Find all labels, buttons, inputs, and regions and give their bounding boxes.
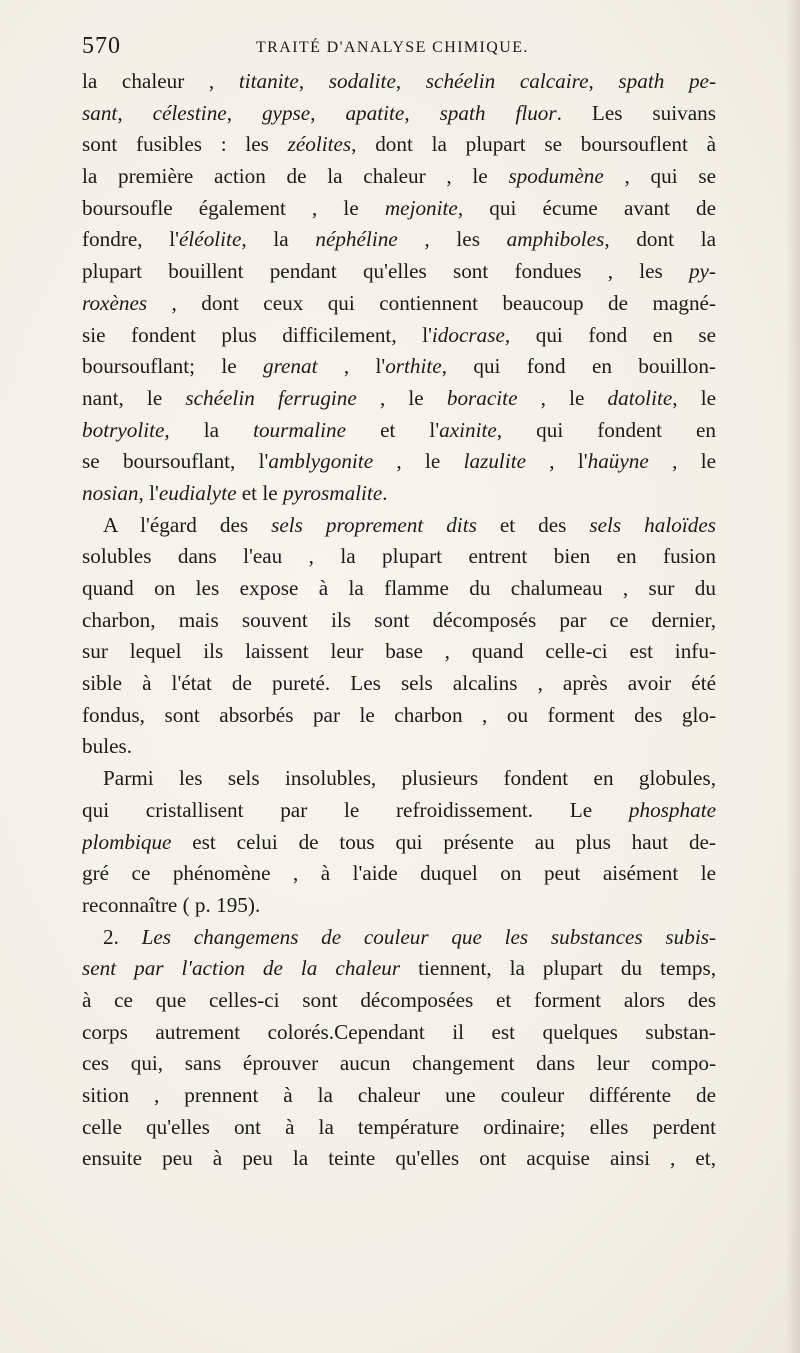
text-line: celle qu'elles ont à la température ordinaire; elles perdent [82,1114,716,1139]
text-line: sur lequel ils laissent leur base , quand celle-ci est infu- [82,639,716,664]
page-number: 570 [82,33,121,59]
text-line: boursoufle également , le mejonite, qui écume avant de [82,195,716,220]
text-line: ensuite peu à peu la teinte qu'elles ont acquise ainsi , et, [82,1146,716,1171]
text-line: sont fusibles : les zéolites, dont la plupart se boursouflent à [82,132,716,157]
text-line: à ce que celles-ci sont décomposées et forment alors des [82,987,716,1012]
text-line: 2. Les changemens de couleur que les substances subis- [103,924,716,949]
text-line: nosian, l'eudialyte et le pyrosmalite. [82,480,388,505]
text-line: boursouflant; le grenat , l'orthite, qui fond en bouillon- [82,354,716,379]
text-line: sie fondent plus difficilement, l'idocrase, qui fond en se [82,322,716,347]
body-text [82,66,716,1175]
text-line: roxènes , dont ceux qui contiennent beaucoup de magné- [82,290,716,315]
text-line: sible à l'état de pureté. Les sels alcalins , après avoir été [82,671,716,696]
text-line: charbon, mais souvent ils sont décomposés par ce dernier, [82,607,716,632]
text-line: botryolite, la tourmaline et l'axinite, qui fondent en [82,417,716,442]
text-line: plupart bouillent pendant qu'elles sont fondues , les py- [82,259,716,284]
text-line: gré ce phénomène , à l'aide duquel on peut aisément le [82,861,716,886]
text-line: nant, le schéelin ferrugine , le boracite , le datolite, le [82,385,716,410]
text-line: qui cristallisent par le refroidissement. Le phosphate [82,797,716,822]
text-line: ces qui, sans éprouver aucun changement dans leur compo- [82,1051,716,1076]
text-line: A l'égard des sels proprement dits et des sels haloïdes [103,512,716,537]
page-edge-shadow [786,0,800,1353]
text-line: sition , prennent à la chaleur une couleur différente de [82,1083,716,1107]
text-line: la première action de la chaleur , le spodumène , qui se [82,164,716,189]
text-line: fondus, sont absorbés par le charbon , ou forment des glo- [82,702,716,727]
text-line: la chaleur , titanite, sodalite, schéelin calcaire, spath pe- [82,69,716,93]
text-line: sent par l'action de la chaleur tiennent, la plupart du temps, [82,956,716,981]
text-line: quand on les expose à la flamme du chalumeau , sur du [82,576,716,600]
text-line: reconnaître ( p. 195). [82,892,261,917]
text-line: corps autrement colorés.Cependant il est quelques substan- [82,1019,716,1044]
text-line: fondre, l'éléolite, la néphéline , les amphiboles, dont la [82,227,716,252]
text-line: plombique est celui de tous qui présente au plus haut de- [82,829,716,854]
page-header [82,33,722,69]
text-line: solubles dans l'eau , la plupart entrent bien en fusion [82,544,716,569]
text-line: sant, célestine, gypse, apatite, spath fluor. Les suivans [82,100,716,125]
running-head: TRAITÉ D'ANALYSE CHIMIQUE. [256,39,529,56]
text-line: Parmi les sels insolubles, plusieurs fondent en globules, [103,766,716,791]
text-line: se boursouflant, l'amblygonite , le lazulite , l'haüyne , le [82,449,716,474]
text-line: bules. [82,734,133,759]
